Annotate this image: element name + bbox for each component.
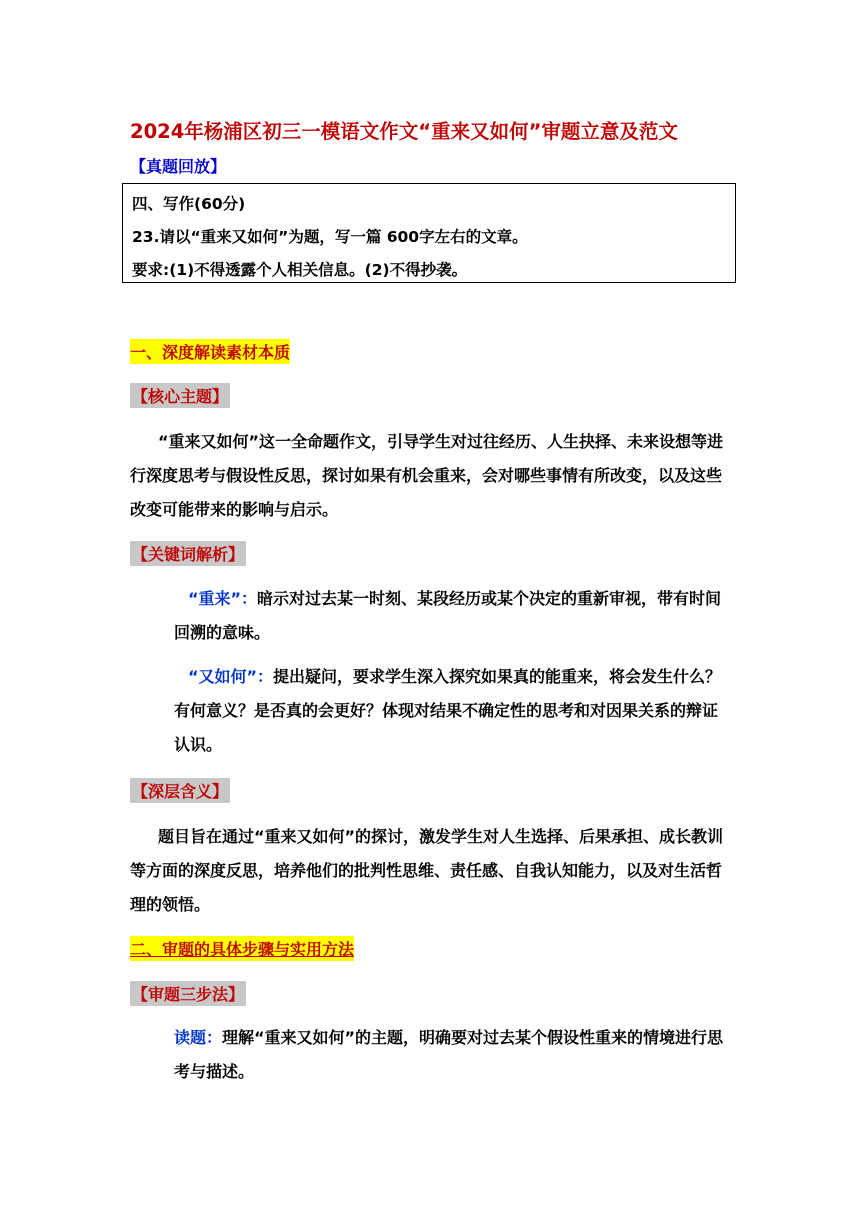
- core-theme-paragraph: [130, 425, 730, 527]
- page-title: 2024年杨浦区初三一模语文作文“重来又如何”审题立意及范文: [130, 120, 678, 143]
- keyword-explanation: 暗示对过去某一时刻、某段经历或某个决定的重新审视，带有时间回溯的意味。: [174, 589, 722, 642]
- keyword-term: “又如何”：: [188, 667, 274, 686]
- keyword-item: [174, 582, 730, 650]
- step-explanation: 理解“重来又如何”的主题，明确要对过去某个假设性重来的情境进行思考与描述。: [174, 1028, 724, 1081]
- question-requirements: 要求:(1)不得透露个人相关信息。(2)不得抄袭。: [132, 261, 468, 279]
- section1-heading: 一、深度解读素材本质: [130, 339, 290, 364]
- keyword-term: “重来”：: [188, 589, 258, 608]
- deep-meaning-text: 题目旨在通过“重来又如何”的探讨，激发学生对人生选择、后果承担、成长教训等方面的深度反思，培养他们的批判性思维、责任感、自我认知能力，以及对生活哲理的领悟。: [130, 827, 724, 914]
- core-theme-tag: 【核心主题】: [130, 383, 230, 408]
- step-term: 读题：: [174, 1028, 223, 1047]
- keyword-analysis-tag: 【关键词解析】: [130, 541, 246, 566]
- review-tag: 【真题回放】: [130, 157, 227, 176]
- question-prompt: 23.请以“重来又如何”为题，写一篇 600字左右的文章。: [132, 228, 528, 246]
- deep-meaning-paragraph: [130, 820, 730, 922]
- step-item: [174, 1021, 730, 1089]
- core-theme-text: “重来又如何”这一全命题作文，引导学生对过往经历、人生抉择、未来设想等进行深度思考与假设性反思，探讨如果有机会重来，会对哪些事情有所改变，以及这些改变可能带来的影响与启示。: [130, 432, 724, 519]
- section2-heading: 二、审题的具体步骤与实用方法: [130, 936, 354, 961]
- question-heading: 四、写作(60分): [132, 195, 246, 213]
- keyword-item: [174, 660, 730, 762]
- three-steps-tag: 【审题三步法】: [130, 981, 246, 1006]
- keyword-explanation: 提出疑问，要求学生深入探究如果真的能重来，将会发生什么？有何意义？是否真的会更好？体现对结果不确定性的思考和对因果关系的辩证认识。: [174, 667, 722, 754]
- deep-meaning-tag: 【深层含义】: [130, 778, 230, 803]
- question-box: [122, 183, 736, 283]
